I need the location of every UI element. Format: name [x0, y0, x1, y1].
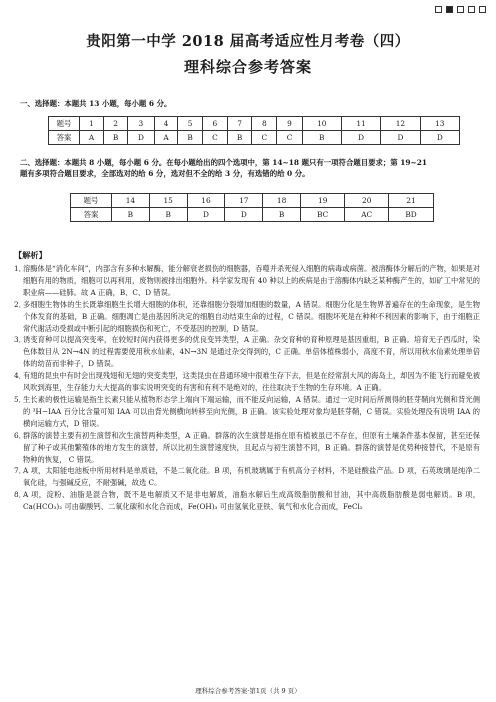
corner-marks	[435, 6, 486, 13]
question-number-cell: 4	[154, 117, 178, 131]
question-number-cell: 17	[225, 194, 263, 208]
question-number-cell: 9	[277, 117, 302, 131]
question-number-cell: 20	[345, 194, 389, 208]
answer-cell: C	[252, 131, 277, 145]
page-footer: 理科综合参考答案·第1页（共 9 页）	[195, 687, 301, 695]
row-label: 答案	[71, 208, 112, 222]
analysis-item-text: 生长素的极性运输是指生长素只能从植物形态学上端向下端运输，而不能反向运输，A 错误。通过一定时间后所测得的胚芽鞘向光侧和背光侧的 ³H−IAA 百分比含量可知 IAA 可以由背光侧横向转移至向光侧，B 正确。该实验处理对象均是胚芽鞘，C 错误。实验处理没有说明 IAA 的横向运输方式，D 错误。	[23, 394, 480, 428]
question-number-cell: 16	[187, 194, 225, 208]
question-number-cell: 8	[252, 117, 277, 131]
analysis-item-text: 群落的演替主要有初生演替和次生演替两种类型，A 正确。群落的次生演替是指在原有植被虽已不存在，但原有土壤条件基本保留，甚至还保留了种子或其他繁殖体的地方发生的演替，所以比初生演替速度快，且起点与初生演替不同，B 正确。群落的演替是优势种接替代，不是原有物种的恢复， C 错误。	[23, 430, 480, 464]
answer-cell: B	[302, 131, 341, 145]
analysis-item-number: 5．	[14, 394, 26, 404]
answer-table-1	[48, 116, 460, 145]
question-number-cell: 18	[263, 194, 301, 208]
answer-cell: B	[178, 131, 202, 145]
analysis-item	[14, 370, 480, 394]
corner-mark	[457, 6, 464, 13]
answer-cell: B	[263, 208, 301, 222]
section1-heading: 一、选择题：本题共 13 小题，每小题 6 分。	[20, 99, 172, 108]
answer-cell: D	[381, 131, 420, 145]
analysis-item-number: 1．	[14, 264, 26, 273]
page-subtitle: 理科综合参考答案	[183, 58, 312, 76]
analysis-list	[14, 263, 480, 513]
row-label: 题号	[49, 117, 80, 131]
page-title: 贵阳第一中学 2018 届高考适应性月考卷（四）	[86, 33, 410, 50]
answer-cell: C	[202, 131, 227, 145]
corner-mark	[468, 6, 475, 13]
analysis-item-text: A 项，淀粉、油脂是混合物，既不是电解质又不是非电解质，油脂水解后生成高级脂肪酸和甘油，其中高级脂肪酸是弱电解质。B 项，Ca(HCO₃)₂ 可由碳酸钙、二氧化碳和水化合而成，Fe(OH)₃ 可由氢氧化亚铁、氧气和水化合而成，FeCl₂	[23, 490, 480, 512]
question-number-cell: 12	[381, 117, 420, 131]
corner-mark	[446, 6, 453, 13]
row-label: 答案	[49, 131, 80, 145]
analysis-item	[14, 489, 480, 513]
answer-cell: B	[103, 131, 127, 145]
section2-heading-line1: 二、选择题：本题共 8 小题，每小题 6 分。在每小题给出的四个选项中，第 14~18 题只有一项符合题目要求；第 19~21	[20, 158, 428, 167]
answer-cell: A	[154, 131, 178, 145]
answer-cell: B	[112, 208, 150, 222]
row-label: 题号	[71, 194, 112, 208]
analysis-item	[14, 394, 480, 430]
analysis-item-number: 4．	[14, 371, 26, 381]
answer-cell: D	[128, 131, 154, 145]
analysis-item-text: A 项，太阳能电池板中所用材料是单质硅，不是二氧化硅。B 项，有机玻璃属于有机高分子材料，不是硅酸盐产品。D 项，石英玻璃是纯净二氧化硅，与强碱反应，不耐强碱，故选 C。	[23, 466, 480, 488]
corner-mark	[435, 6, 442, 13]
answer-cell: BC	[300, 208, 344, 222]
analysis-item-text: 多细胞生物体的生长既靠细胞生长增大细胞的体积，还靠细胞分裂增加细胞的数量，A 错误。细胞分化是生物界普遍存在的生命现象，是生物个体发育的基础，B 正确。细胞凋亡是由基因所决定的细胞自动结束生命的过程，C 错误。细胞坏死是在种种不利因素的影响下，由于细胞正常代谢活动受损或中断引起的细胞损伤和死亡，不受基因的控制，D 错误。	[23, 299, 480, 333]
question-number-cell: 10	[302, 117, 341, 131]
question-number-cell: 1	[80, 117, 104, 131]
question-number-cell: 3	[128, 117, 154, 131]
analysis-item-number: 8．	[14, 490, 26, 500]
answer-cell: AC	[345, 208, 389, 222]
question-number-cell: 14	[112, 194, 150, 208]
analysis-item-text: 有翅的昆虫中有时会出现残翅和无翅的突变类型，这类昆虫在普通环境中很难生存下去，但是在经常刮大风的海岛上，却因为不能飞行而避免被风吹到海里，生存能力大大提高的事实说明突变的有害和有利不是绝对的，往往取决于生物的生存环境。A 正确。	[23, 371, 480, 393]
answer-cell: B	[149, 208, 187, 222]
analysis-item	[14, 263, 480, 299]
analysis-heading: 【解析】	[14, 250, 47, 260]
question-number-cell: 6	[202, 117, 227, 131]
analysis-item-text: 诱变育种可以提高突变率，在较短时间内获得更多的优良变异类型，A 正确。杂交育种的育种原理是基因重组，B 正确。培育无子西瓜时，染色体数目从 2N→4N 的过程需要使用秋水仙素，4N→3N 是通过杂交得到的，C 正确。单倍体植株弱小，高度不育，所以用秋水仙素处理单倍体的幼苗而非种子，D 错误。	[23, 335, 480, 369]
question-number-cell: 13	[420, 117, 459, 131]
question-number-cell: 11	[341, 117, 380, 131]
answer-cell: D	[187, 208, 225, 222]
answer-cell: D	[341, 131, 380, 145]
analysis-item	[14, 430, 480, 466]
question-number-cell: 15	[149, 194, 187, 208]
analysis-item-number: 6．	[14, 430, 26, 440]
answer-table-2	[70, 193, 434, 222]
corner-mark	[479, 6, 486, 13]
analysis-item	[14, 334, 480, 370]
answer-cell: A	[80, 131, 104, 145]
analysis-item-text: 溶酶体是“消化车间”，内部含有多种水解酶，能分解衰老损伤的细胞器，吞噬并杀死侵入细胞的病毒或病菌。被溶酶体分解后的产物，如果是对细胞有用的物质，细胞可以再利用，废物则被排出细胞外。科学家发现有 40 种以上的疾病是由于溶酶体内缺乏某种酶产生的，如矿工中常见的职业病——硅肺。故 A 正确，B、C、D 错误。	[23, 264, 480, 297]
analysis-item-number: 7．	[14, 466, 26, 476]
answer-cell: D	[225, 208, 263, 222]
question-number-cell: 2	[103, 117, 127, 131]
question-number-cell: 5	[178, 117, 202, 131]
answer-cell: BD	[389, 208, 434, 222]
answer-cell: B	[227, 131, 251, 145]
section2-heading-line2: 题有多项符合题目要求，全部选对的给 6 分，选对但不全的给 3 分，有选错的给 0 分。	[20, 169, 310, 178]
analysis-item-number: 2．	[14, 299, 26, 309]
question-number-cell: 21	[389, 194, 434, 208]
analysis-item-number: 3．	[14, 335, 26, 345]
answer-cell: D	[420, 131, 459, 145]
question-number-cell: 19	[300, 194, 344, 208]
analysis-item	[14, 299, 480, 335]
answer-cell: C	[277, 131, 302, 145]
analysis-item	[14, 465, 480, 489]
question-number-cell: 7	[227, 117, 251, 131]
